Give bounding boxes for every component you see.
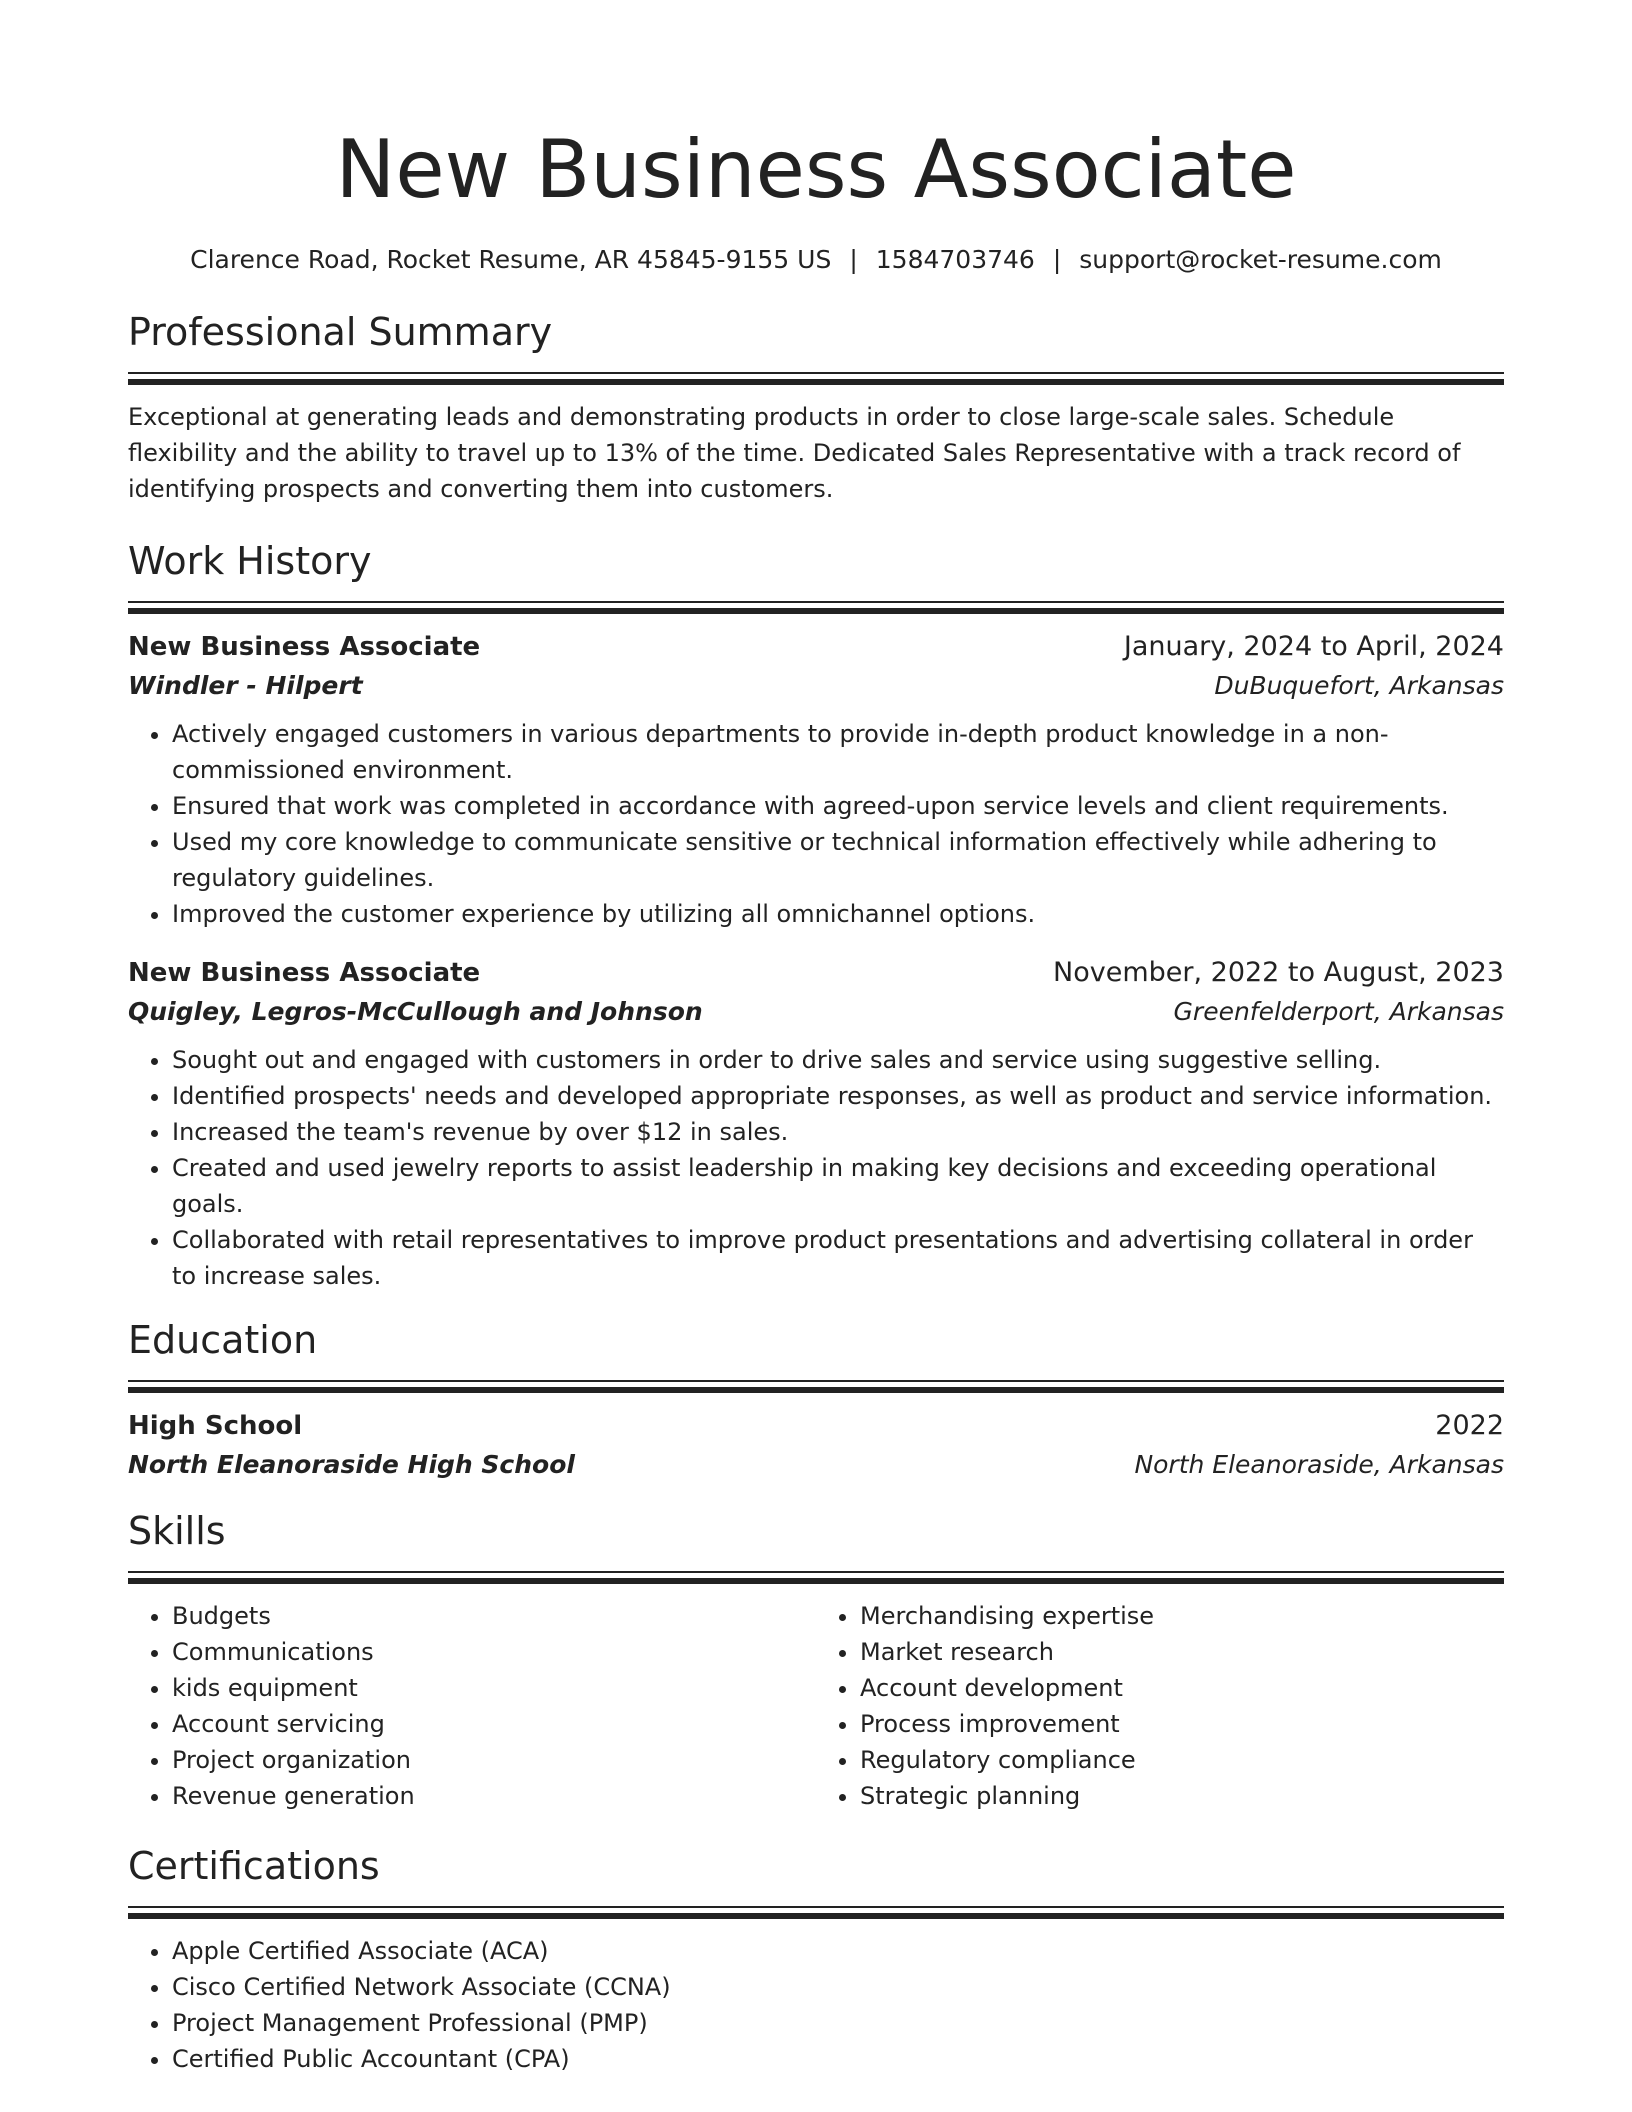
- job-company: Quigley, Legros-McCullough and Johnson: [128, 997, 703, 1026]
- job-company: Windler - Hilpert: [128, 671, 363, 700]
- contact-email: support@rocket-resume.com: [1079, 245, 1442, 274]
- list-item: • Identified prospects' needs and developed appropriate responses, as well as product and service information.: [172, 1078, 1504, 1114]
- list-item: • Used my core knowledge to communicate sensitive or technical information effectively while adhering to regulatory guidelines.: [172, 824, 1504, 896]
- section-divider: [128, 1906, 1504, 1919]
- job-dates: January, 2024 to April, 2024: [1123, 631, 1504, 662]
- list-item: • kids equipment: [172, 1670, 816, 1706]
- list-item: • Account development: [860, 1670, 1504, 1706]
- summary-text: Exceptional at generating leads and demonstrating products in order to close large-scale sales. Schedule flexibility and the ability to travel up to 13% of the time. Dedicated Sales Representative with a track record of identifying prospects and converting them into customers.: [128, 403, 1461, 503]
- list-item: • Ensured that work was completed in accordance with agreed-upon service levels and client requirements.: [172, 788, 1504, 824]
- job-entry: [128, 954, 1504, 1294]
- job-entry: [128, 628, 1504, 932]
- list-item: • Apple Certified Associate (ACA): [172, 1933, 1504, 1969]
- list-item: • Regulatory compliance: [860, 1742, 1504, 1778]
- contact-separator: |: [849, 245, 858, 274]
- skills-list-left: [128, 1598, 816, 1814]
- certifications-heading: Certifications: [128, 1844, 380, 1888]
- list-item: • Strategic planning: [860, 1778, 1504, 1814]
- section-divider: [128, 372, 1504, 385]
- list-item: • Communications: [172, 1634, 816, 1670]
- education-year: 2022: [1435, 1410, 1504, 1441]
- contact-separator: |: [1052, 245, 1062, 274]
- list-item: • Market research: [860, 1634, 1504, 1670]
- education-degree: High School: [128, 1411, 303, 1441]
- education-location: North Eleanoraside, Arkansas: [1134, 1450, 1504, 1479]
- summary-section: [128, 308, 1504, 507]
- section-divider: [128, 1380, 1504, 1393]
- list-item: • Certified Public Accountant (CPA): [172, 2041, 1504, 2077]
- list-item: • Budgets: [172, 1598, 816, 1634]
- certifications-section: [128, 1842, 1504, 2077]
- education-section: [128, 1316, 1504, 1485]
- list-item: • Improved the customer experience by utilizing all omnichannel options.: [172, 896, 1504, 932]
- education-school: North Eleanoraside High School: [128, 1450, 575, 1479]
- summary-heading: Professional Summary: [128, 310, 553, 354]
- work-history-section: [128, 537, 1504, 1294]
- job-location: Greenfelderport, Arkansas: [1173, 997, 1504, 1026]
- list-item: • Account servicing: [172, 1706, 816, 1742]
- skills-heading: Skills: [128, 1509, 226, 1553]
- contact-phone: 1584703746: [875, 245, 1035, 274]
- list-item: • Created and used jewelry reports to assist leadership in making key decisions and exceeding operational goals.: [172, 1150, 1504, 1222]
- list-item: • Collaborated with retail representatives to improve product presentations and advertising collateral in order to increase sales.: [172, 1222, 1504, 1294]
- list-item: • Actively engaged customers in various departments to provide in-depth product knowledge in a non-commissioned environment.: [172, 716, 1504, 788]
- skills-section: [128, 1507, 1504, 1814]
- list-item: • Increased the team's revenue by over $12 in sales.: [172, 1114, 1504, 1150]
- job-bullets: [128, 1042, 1504, 1294]
- job-location: DuBuquefort, Arkansas: [1214, 671, 1504, 700]
- resume-name: New Business Associate: [335, 123, 1297, 216]
- job-dates: November, 2022 to August, 2023: [1053, 957, 1504, 988]
- contact-address: Clarence Road, Rocket Resume, AR 45845-9155 US: [190, 245, 832, 274]
- list-item: • Project Management Professional (PMP): [172, 2005, 1504, 2041]
- list-item: • Project organization: [172, 1742, 816, 1778]
- section-divider: [128, 1571, 1504, 1584]
- work-history-heading: Work History: [128, 539, 372, 583]
- job-bullets: [128, 716, 1504, 932]
- section-divider: [128, 601, 1504, 614]
- list-item: • Revenue generation: [172, 1778, 816, 1814]
- education-heading: Education: [128, 1318, 318, 1362]
- list-item: • Merchandising expertise: [860, 1598, 1504, 1634]
- list-item: • Process improvement: [860, 1706, 1504, 1742]
- certifications-list: [128, 1933, 1504, 2077]
- job-title: New Business Associate: [128, 958, 481, 988]
- list-item: • Sought out and engaged with customers in order to drive sales and service using suggestive selling.: [172, 1042, 1504, 1078]
- job-title: New Business Associate: [128, 632, 481, 662]
- list-item: • Cisco Certified Network Associate (CCNA): [172, 1969, 1504, 2005]
- contact-line: [128, 242, 1504, 278]
- skills-list-right: [816, 1598, 1504, 1814]
